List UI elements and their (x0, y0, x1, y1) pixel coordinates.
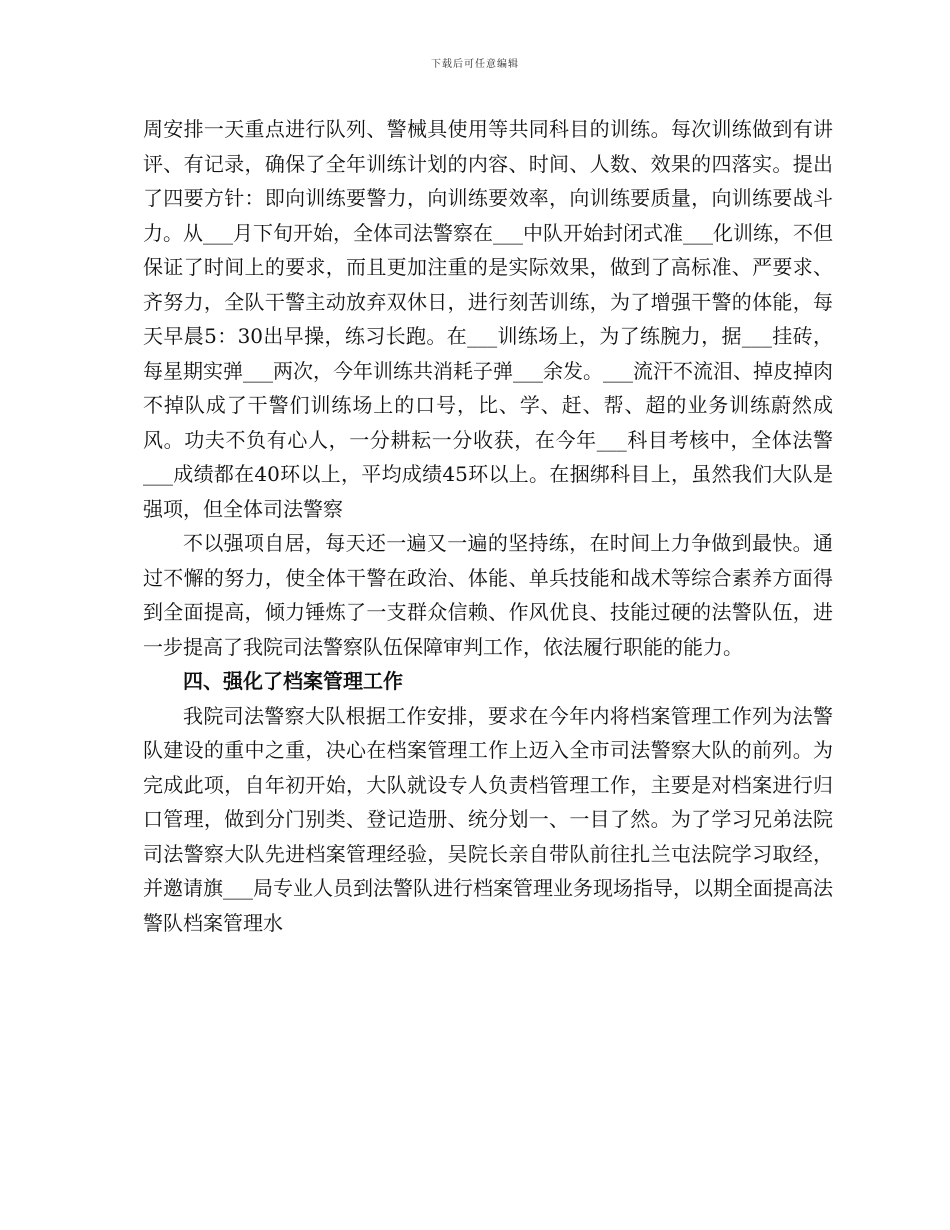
section-heading-archives: 四、强化了档案管理工作 (183, 669, 403, 693)
paragraph-training: 周安排一天重点进行队列、警械具使用等共同科目的训练。每次训练做到有讲评、有记录，确保了全年训练计划的内容、时间、人数、效果的四落实。提出了四要方针：即向训练要警力，向训练要效率，向训练要质量，向训练要战斗力。从___月下旬开始，全体司法警察在___中队开始封闭式准___化训练，不但保证了时间上的要求，而且更加注重的是实际效果，做到了高标准、严要求、齐努力，全队干警主动放弃双休日，进行刻苦训练，为了增强干警的体能，每天早晨5：30出早操，练习长跑。在___训练场上，为了练腕力，据___挂砖，每星期实弹___两次，今年训练共消耗子弹___余发。___流汗不流泪、掉皮掉肉不掉队成了干警们训练场上的口号，比、学、赶、帮、超的业务训练蔚然成风。功夫不负有心人，一分耕耘一分收获，在今年___科目考核中，全体法警___成绩都在40环以上，平均成绩45环以上。在捆绑科目上，虽然我们大队是强项，但全体司法警察 (143, 117, 833, 521)
document-body (143, 112, 833, 940)
page-header-note: 下载后可任意编辑 (431, 59, 519, 70)
paragraph-archives: 我院司法警察大队根据工作安排，要求在今年内将档案管理工作列为法警队建设的重中之重，决心在档案管理工作上迈入全市司法警察大队的前列。为完成此项，自年初开始，大队就设专人负责档管理工作，主要是对档案进行归口管理，做到分门别类、登记造册、统分划一、一目了然。为了学习兄弟法院司法警察大队先进档案管理经验，吴院长亲自带队前往扎兰屯法院学习取经，并邀请旗___局专业人员到法警队进行档案管理业务现场指导，以期全面提高法警队档案管理水 (143, 703, 833, 935)
paragraph-training-continued: 不以强项自居，每天还一遍又一遍的坚持练，在时间上力争做到最快。通过不懈的努力，使全体干警在政治、体能、单兵技能和战术等综合素养方面得到全面提高，倾力锤炼了一支群众信赖、作风优良、技能过硬的法警队伍，进一步提高了我院司法警察队伍保障审判工作，依法履行职能的能力。 (143, 531, 833, 659)
